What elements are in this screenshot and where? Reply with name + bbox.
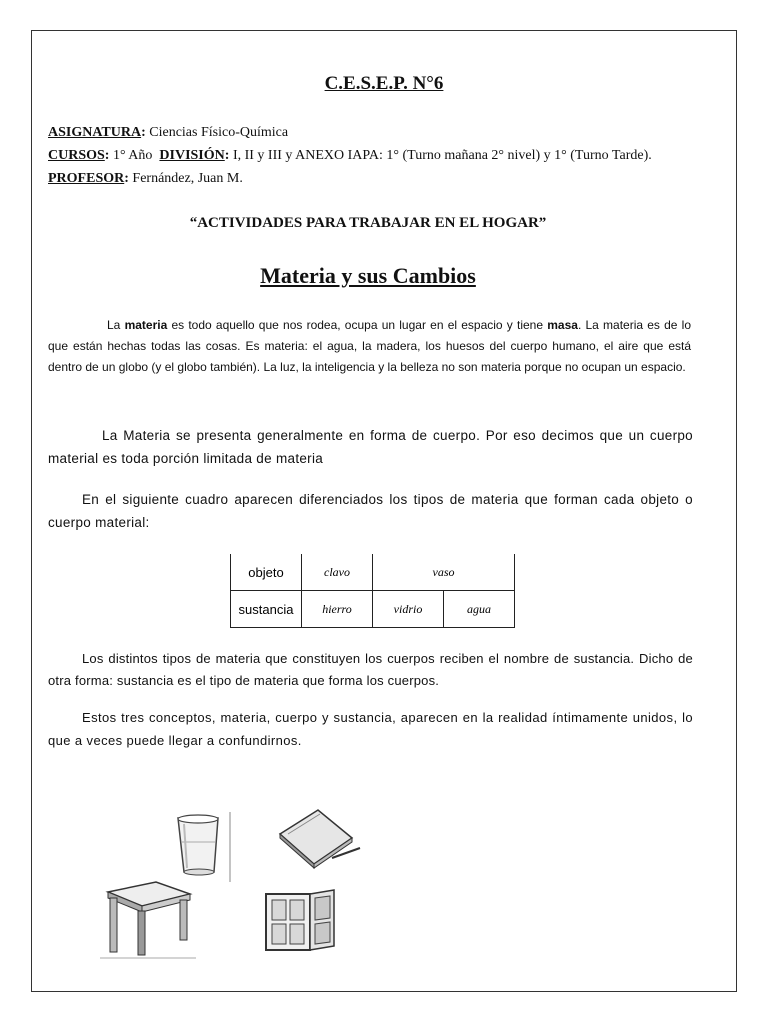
- table-cell-objeto-label: objeto: [231, 554, 302, 591]
- cursos-label: CURSOS: [48, 148, 105, 163]
- p5-text: Estos tres conceptos, materia, cuerpo y sustancia, aparecen en la realidad íntimamente unidos, lo que a veces puede llegar a confundirnos.: [48, 710, 693, 748]
- profesor-label: PROFESOR: [48, 171, 125, 186]
- p3-text: En el siguiente cuadro aparecen diferenciados los tipos de materia que forman cada objeto o cuerpo material:: [48, 492, 693, 530]
- notebook-icon: [278, 808, 364, 870]
- profesor-value: Fernández, Juan M.: [132, 171, 243, 186]
- table-cell-clavo: clavo: [302, 554, 373, 591]
- division-label: DIVISIÓN: [159, 148, 225, 163]
- table-cell-hierro: hierro: [302, 591, 373, 628]
- table-cell-vidrio: vidrio: [373, 591, 444, 628]
- table-row: [231, 591, 515, 628]
- p1-text-3: . La materia es de lo que están hechas todas las cosas. Es materia: el agua, la madera, los huesos del cuerpo humano, el aire que está dentro de un globo (y el globo también). La luz, la inteligencia y la belleza no son materia porque no ocupan un espacio.: [48, 318, 692, 374]
- table-cell-sustancia-label: sustancia: [231, 591, 302, 628]
- paragraph-materia-definition: [48, 315, 691, 378]
- table-cell-agua: agua: [444, 591, 515, 628]
- p2-text: La Materia se presenta generalmente en forma de cuerpo. Por eso decimos que un cuerpo material es toda porción limitada de materia: [48, 428, 693, 466]
- window-icon: [262, 888, 342, 956]
- glass-icon: [172, 812, 232, 884]
- profesor-line: PROFESOR: Fernández, Juan M.: [48, 171, 243, 186]
- p1-bold-masa: masa: [547, 318, 578, 332]
- activities-title: “ACTIVIDADES PARA TRABAJAR EN EL HOGAR”: [189, 215, 547, 231]
- p1-bold-materia: materia: [124, 318, 168, 332]
- school-title: C.E.S.E.P. N°6: [324, 73, 444, 94]
- p4-text: Los distintos tipos de materia que constituyen los cuerpos reciben el nombre de sustancia. Dicho de otra forma: sustancia es el tipo de materia que forma los cuerpos.: [48, 651, 693, 688]
- paragraph-conceptos: [48, 706, 693, 752]
- p1-text-1: La: [107, 318, 125, 332]
- asignatura-label: ASIGNATURA: [48, 125, 142, 140]
- table-cell-vaso: vaso: [373, 554, 515, 591]
- table-row: [231, 554, 515, 591]
- cursos-line: CURSOS: 1° Año DIVISIÓN: I, II y III y ANEXO IAPA: 1° (Turno mañana 2° nivel) y 1° (Turno Tarde).: [48, 148, 652, 163]
- paragraph-sustancia: [48, 648, 693, 692]
- table-icon: [98, 880, 198, 960]
- p1-text-2: es todo aquello que nos rodea, ocupa un lugar en el espacio y tiene: [167, 318, 548, 332]
- asignatura-line: ASIGNATURA: Ciencias Físico-Química: [48, 125, 289, 140]
- paragraph-cuerpo: [48, 424, 693, 470]
- asignatura-value: Ciencias Físico-Química: [149, 125, 289, 140]
- topic-title: Materia y sus Cambios: [260, 263, 476, 288]
- cursos-value: 1° Año: [112, 148, 153, 163]
- materia-table: [230, 554, 515, 628]
- division-value: I, II y III y ANEXO IAPA: 1° (Turno mañana 2° nivel) y 1° (Turno Tarde).: [232, 148, 652, 163]
- paragraph-cuadro-intro: [48, 488, 693, 534]
